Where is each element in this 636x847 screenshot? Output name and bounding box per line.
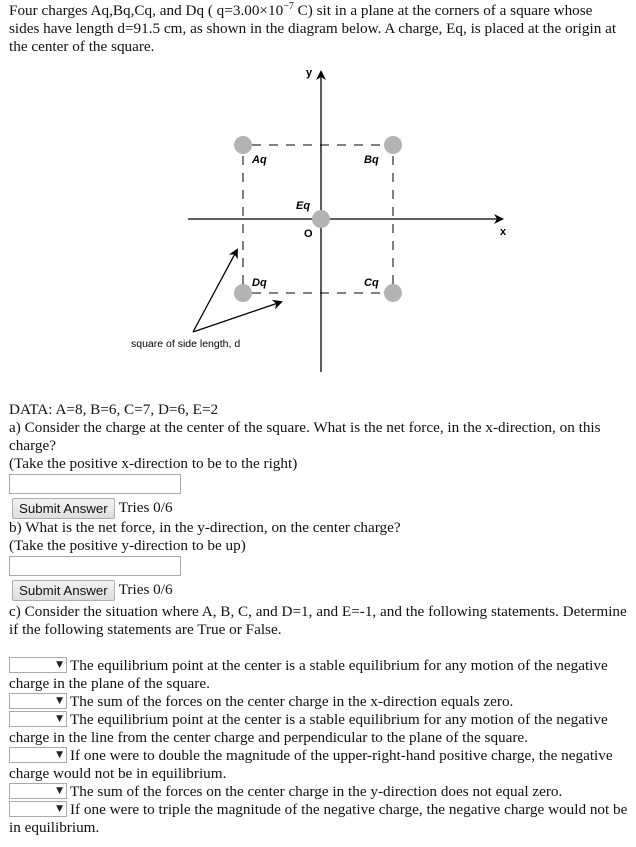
submit-row-a: [12, 497, 629, 519]
charge-d-label: Dq: [252, 277, 267, 289]
problem-intro: Four charges Aq,Bq,Cq, and Dq ( $q=3.00\times 10^{-7}$ C) sit in a plane at the corners of a square whose sides have length d=91.5 cm, as shown in the diagram below. A charge, Eq, is placed at the origin at the center of the square.: [9, 1, 617, 55]
x-axis-label: x: [500, 226, 507, 238]
question-a-text: a) Consider the charge at the center of the square. What is the net force, in the x-direction, on this charge?: [9, 419, 601, 454]
spacer: [9, 639, 629, 657]
question-c-text: c) Consider the situation where A, B, C, and D=1, and E=-1, and the following statements. Determine if the following statements are True or False.: [9, 603, 627, 638]
dropdown-arrow-icon: ▼: [56, 786, 63, 796]
dropdown-arrow-icon: ▼: [56, 750, 63, 760]
true-false-select-3[interactable]: [9, 711, 67, 727]
tries-b: Tries 0/6: [118, 581, 173, 598]
charge-c: [384, 284, 402, 302]
data-line: DATA: A=8, B=6, C=7, D=6, E=2: [9, 401, 219, 418]
statement-3: ▼ The equilibrium point at the center is a stable equilibrium for any motion of the negative charge in the line from the center charge and perpendicular to the plane of the square.: [9, 711, 608, 746]
statement-5: ▼ The sum of the forces on the center charge in the y-direction does not equal zero.: [9, 783, 629, 801]
origin-label: O: [304, 228, 313, 240]
true-false-select-2[interactable]: [9, 693, 67, 709]
dropdown-arrow-icon: ▼: [56, 714, 63, 724]
answer-b-input[interactable]: [9, 556, 181, 576]
true-false-select-4[interactable]: [9, 747, 67, 763]
submit-answer-a-button[interactable]: Submit Answer: [12, 498, 115, 519]
side-length-annotation: square of side length, d: [131, 338, 241, 350]
charge-a-label: Aq: [252, 154, 267, 166]
charge-d: [234, 284, 252, 302]
question-b-text: b) What is the net force, in the y-direction, on the center charge?: [9, 519, 401, 536]
question-a-hint: (Take the positive x-direction to be to the right): [9, 455, 298, 472]
charge-a: [234, 136, 252, 154]
submit-answer-b-button[interactable]: Submit Answer: [12, 580, 115, 601]
submit-row-b: [12, 579, 629, 601]
statement-4: ▼ If one were to double the magnitude of the upper-right-hand positive charge, the negative charge would not be in equilibrium.: [9, 747, 613, 782]
exponent: −7: [283, 1, 294, 12]
statement-1: ▼ The equilibrium point at the center is a stable equilibrium for any motion of the negative charge in the plane of the square.: [9, 657, 608, 692]
dropdown-arrow-icon: ▼: [56, 804, 63, 814]
true-false-select-5[interactable]: [9, 783, 67, 799]
charge-b: [384, 136, 402, 154]
tries-a: Tries 0/6: [118, 499, 173, 516]
questions-section: [9, 401, 629, 837]
dropdown-arrow-icon: ▼: [56, 660, 63, 670]
true-false-select-1[interactable]: [9, 657, 67, 673]
dropdown-arrow-icon: ▼: [56, 696, 63, 706]
charge-e-label: Eq: [296, 200, 311, 212]
charge-b-label: Bq: [364, 154, 379, 166]
problem-page: [9, 2, 629, 56]
true-false-select-6[interactable]: [9, 801, 67, 817]
question-b-hint: (Take the positive y-direction to be up): [9, 537, 246, 554]
answer-a-input[interactable]: [9, 474, 181, 494]
statement-2: ▼ The sum of the forces on the center charge in the x-direction equals zero.: [9, 693, 629, 711]
charge-e: [312, 210, 330, 228]
charge-c-label: Cq: [364, 277, 379, 289]
statement-6: ▼ If one were to triple the magnitude of the negative charge, the negative charge would not be in equilibrium.: [9, 801, 628, 836]
y-axis-label: y: [306, 67, 313, 79]
